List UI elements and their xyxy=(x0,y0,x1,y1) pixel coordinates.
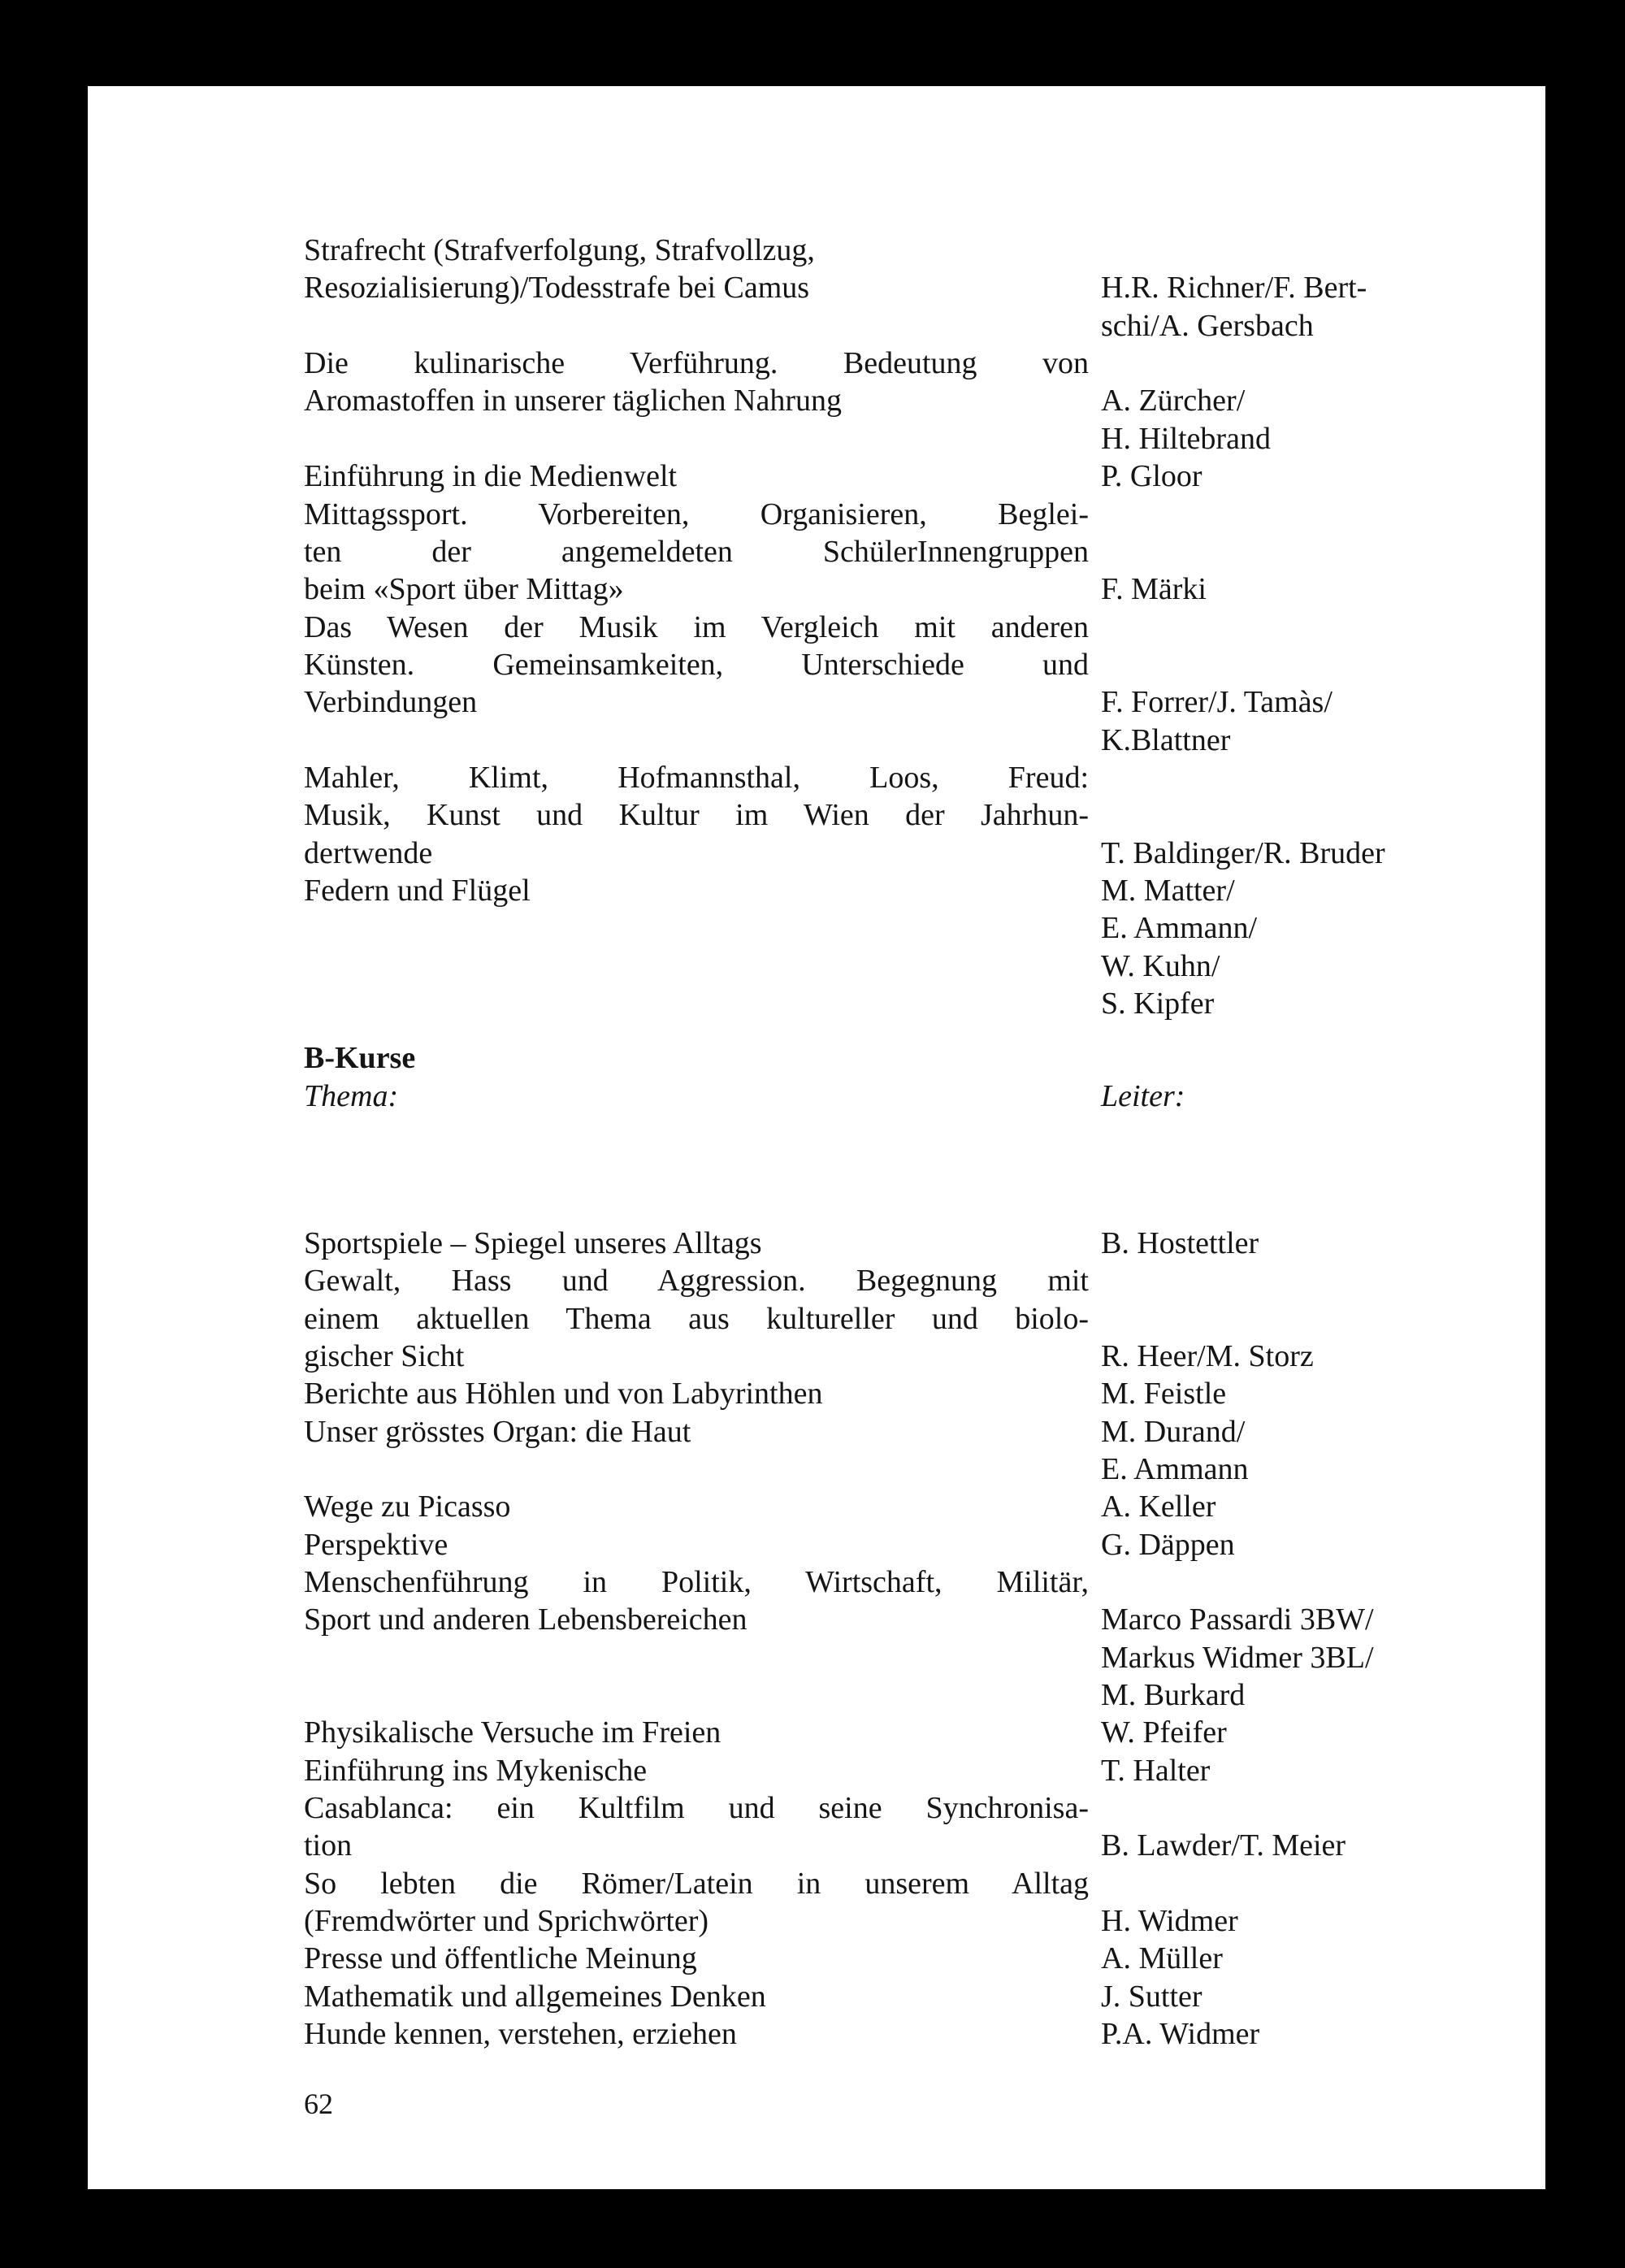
leader-line: B. Lawder/T. Meier xyxy=(1101,1828,1346,1863)
topic-line: Aromastoffen in unserer täglichen Nahrung xyxy=(304,384,842,418)
section-heading: B-Kurse xyxy=(304,1041,416,1075)
leader-line: Marco Passardi 3BW/ xyxy=(1101,1602,1374,1637)
topic-line: Sport und anderen Lebensbereichen xyxy=(304,1602,748,1637)
leader-line: T. Baldinger/R. Bruder xyxy=(1101,836,1385,870)
topic-line: Federn und Flügel xyxy=(304,874,531,908)
leader-line: A. Keller xyxy=(1101,1490,1216,1524)
leader-line: P.A. Widmer xyxy=(1101,2017,1260,2051)
topic-line: Musik, Kunst und Kultur im Wien der Jahrhun- xyxy=(304,798,1089,832)
leader-line: W. Kuhn/ xyxy=(1101,949,1220,983)
leader-line: Markus Widmer 3BL/ xyxy=(1101,1641,1374,1675)
topic-line: Einführung in die Medienwelt xyxy=(304,459,678,493)
leader-line: M. Durand/ xyxy=(1101,1415,1246,1449)
leader-line: W. Pfeifer xyxy=(1101,1715,1227,1750)
leader-line: schi/A. Gersbach xyxy=(1101,309,1314,343)
leader-line: P. Gloor xyxy=(1101,459,1202,493)
leader-line: E. Ammann xyxy=(1101,1452,1249,1486)
leader-line: F. Forrer/J. Tamàs/ xyxy=(1101,685,1332,719)
leader-line: B. Hostettler xyxy=(1101,1226,1259,1260)
topic-line: Strafrecht (Strafverfolgung, Strafvollzug, xyxy=(304,233,815,267)
topic-line: Das Wesen der Musik im Vergleich mit anderen xyxy=(304,610,1089,644)
topic-line: Unser grösstes Organ: die Haut xyxy=(304,1415,691,1449)
topic-line: Resozialisierung)/Todesstrafe bei Camus xyxy=(304,271,810,305)
leader-line: S. Kipfer xyxy=(1101,987,1215,1021)
topic-line: Mahler, Klimt, Hofmannsthal, Loos, Freud: xyxy=(304,761,1089,795)
topic-line: dertwende xyxy=(304,836,433,870)
topic-line: tion xyxy=(304,1828,353,1863)
leader-line: H.R. Richner/F. Bert- xyxy=(1101,271,1367,305)
topic-line: Perspektive xyxy=(304,1528,448,1562)
topic-line: Gewalt, Hass und Aggression. Begegnung mit xyxy=(304,1264,1089,1298)
leader-line: M. Feistle xyxy=(1101,1377,1227,1411)
leader-line: J. Sutter xyxy=(1101,1980,1202,2014)
topic-line: Die kulinarische Verführung. Bedeutung von xyxy=(304,346,1089,380)
page-number: 62 xyxy=(304,2088,333,2120)
leader-line: H. Hiltebrand xyxy=(1101,422,1271,456)
leader-line: G. Däppen xyxy=(1101,1528,1235,1562)
leader-line: M. Matter/ xyxy=(1101,874,1235,908)
topic-line: Wege zu Picasso xyxy=(304,1490,511,1524)
topic-line: Sportspiele – Spiegel unseres Alltags xyxy=(304,1226,762,1260)
topic-line: ten der angemeldeten SchülerInnengruppen xyxy=(304,535,1089,569)
topic-line: Künsten. Gemeinsamkeiten, Unterschiede und xyxy=(304,648,1089,682)
topic-line: Einführung ins Mykenische xyxy=(304,1754,648,1788)
leader-line: A. Müller xyxy=(1101,1941,1223,1975)
leader-line: A. Zürcher/ xyxy=(1101,384,1246,418)
document-page xyxy=(88,86,1545,2189)
topic-line: Casablanca: ein Kultfilm und seine Synchronisa- xyxy=(304,1791,1089,1825)
leader-line: H. Widmer xyxy=(1101,1904,1238,1938)
leader-line: M. Burkard xyxy=(1101,1678,1246,1712)
topic-line: Mittagssport. Vorbereiten, Organisieren, Beglei- xyxy=(304,497,1089,531)
topic-line: beim «Sport über Mittag» xyxy=(304,572,624,606)
topic-line: Verbindungen xyxy=(304,685,478,719)
topic-line: So lebten die Römer/Latein in unserem Alltag xyxy=(304,1867,1089,1901)
topic-line: einem aktuellen Thema aus kultureller und biolo- xyxy=(304,1302,1089,1336)
column-label-topic: Thema: xyxy=(304,1079,399,1113)
topic-line: Hunde kennen, verstehen, erziehen xyxy=(304,2017,737,2051)
leader-line: T. Halter xyxy=(1101,1754,1211,1788)
topic-line: (Fremdwörter und Sprichwörter) xyxy=(304,1904,709,1938)
leader-line: F. Märki xyxy=(1101,572,1207,606)
topic-line: Mathematik und allgemeines Denken xyxy=(304,1980,766,2014)
leader-line: K.Blattner xyxy=(1101,723,1231,757)
topic-line: Physikalische Versuche im Freien xyxy=(304,1715,722,1750)
leader-line: R. Heer/M. Storz xyxy=(1101,1339,1314,1373)
topic-line: Presse und öffentliche Meinung xyxy=(304,1941,697,1975)
leader-line: E. Ammann/ xyxy=(1101,911,1258,945)
topic-line: Menschenführung in Politik, Wirtschaft, Militär, xyxy=(304,1565,1089,1599)
column-label-leader: Leiter: xyxy=(1101,1079,1185,1113)
topic-line: gischer Sicht xyxy=(304,1339,465,1373)
topic-line: Berichte aus Höhlen und von Labyrinthen xyxy=(304,1377,823,1411)
